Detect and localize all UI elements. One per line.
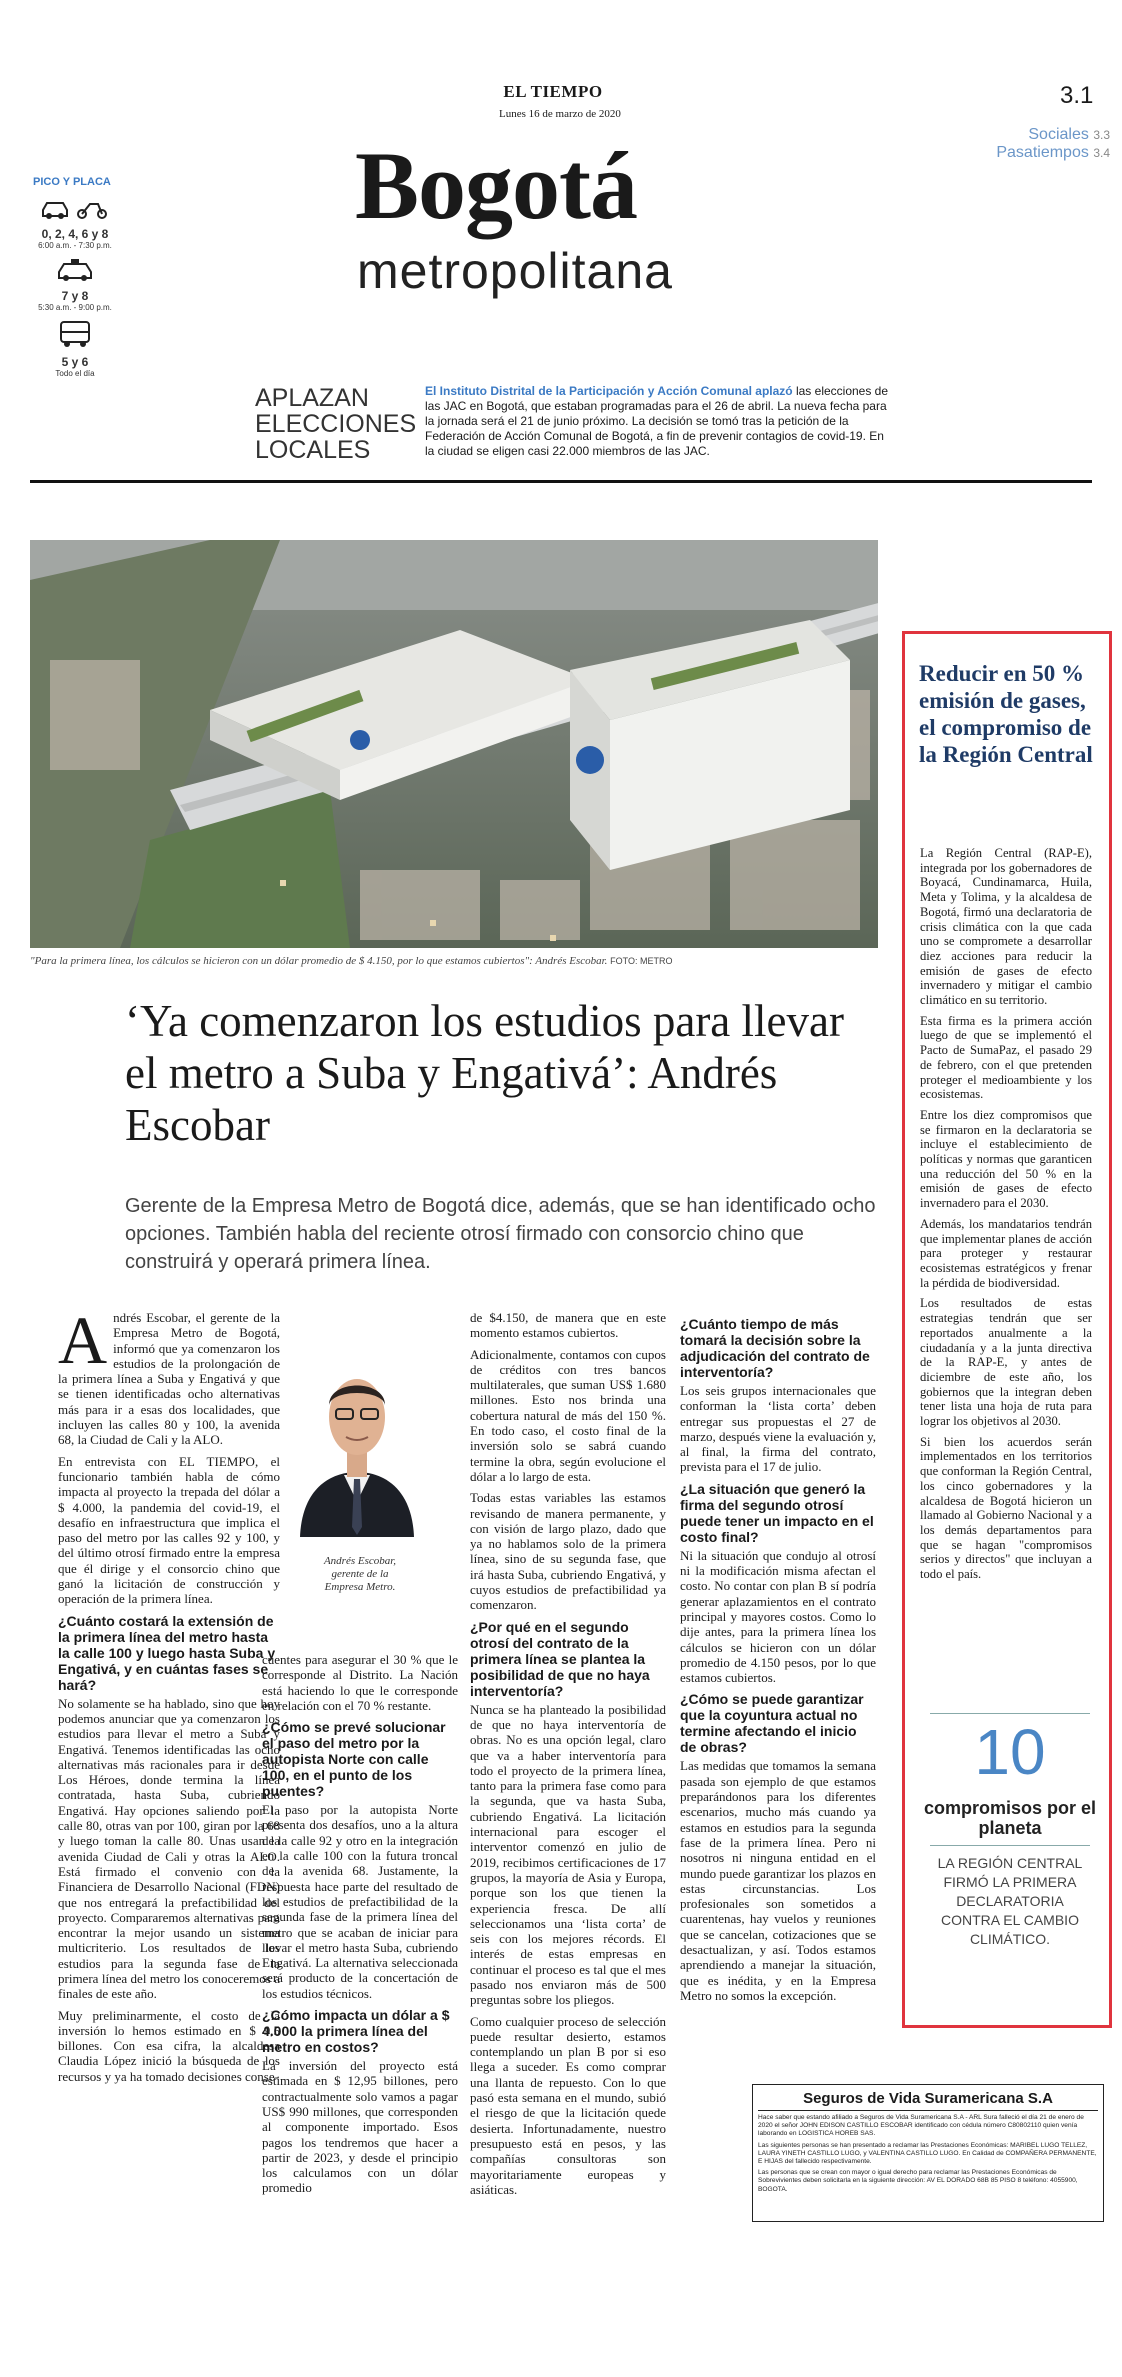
article-paragraph: Ni la situación que condujo al otrosí ni la modificación misma afectan el costo. No contar con plan B sí podría generar aplazamientos en el contrato principal y mayores costos. Como lo dije antes, para la primera línea los cálculos se hicieron con un dólar promedio de 4.150 pesos, por lo que estamos cubiertos.: [680, 1547, 876, 1686]
car-and-motorbike-icon: [25, 192, 125, 227]
article-paragraph: En entrevista con EL TIEMPO, el funcionario también habla de cómo impacta al proyecto la trepada del dólar a $ 4.000, la pandemia del covid-19, el desafío en infraestructura que implica el paso del metro por las calles 92 y 100, y del último otrosí firmado entre la empresa que él dirige y el consorcio chino que ganó la licitación de construcción y operación de la primera línea.: [58, 1453, 280, 1607]
pico-y-placa-row: 0, 2, 4, 6 y 8 6:00 a.m. - 7:30 p.m.: [25, 192, 125, 250]
sidebar-paragraph: Esta firma es la primera acción luego de que se implementó el Pacto de SumaPaz, el pasado 29 de febrero, con el que pretenden proteger el medioambiente y los ecosistemas.: [920, 1013, 1092, 1102]
article-deck: Gerente de la Empresa Metro de Bogotá dice, además, que se han identificado ocho opciones. También habla del reciente otrosí firmado con consorcio chino que construirá y operará primera línea.: [125, 1195, 876, 1273]
divider: [758, 2110, 1098, 2111]
newspaper-name: EL TIEMPO: [503, 82, 603, 101]
interview-question: ¿Cómo impacta un dólar a $ 4.000 la primera línea del metro en costos?: [262, 2007, 450, 2056]
article-paragraph: No solamente se ha hablado, sino que hoy podemos anunciar que ya comenzaron los estudios para llevar el metro a Suba y Engativá. Tenemos identificadas las ocho alternativas más racionales para ir desde Los Héroes, donde termina la línea contratada, hasta Suba, cubriendo Engativá. Hay opciones saliendo por la calle 80, otras van por 100, giran por la 68 y luego toman la calle 80. Unas usan la avenida Ciudad de Cali y otras la ALO. Está firmado el convenio con la Financiera de Desarrollo Nacional (FDN) que nos entregará la prefactibilidad del proyecto. Compararemos alternativas para encontrar la mejor usando un sistema multicriterio. Los resultados de los estudios para la segunda fase de la primera línea del metro los conoceremos a finales de este año.: [58, 1695, 280, 2002]
article-paragraph: El paso por la autopista Norte presenta dos desafíos, uno a la altura de la calle 92 y otro en la integración en la calle 100 con la futura troncal de la avenida 68. Justamente, la respuesta hace parte del resultado de los estudios de prefactibilidad de la segunda fase de la primera línea del metro que se acaban de iniciar para llevar el metro hasta Suba, cubriendo Engativá. La alternativa seleccionada será producto de la concertación de los estudios técnicos.: [262, 1802, 458, 2001]
article-paragraph: Todas estas variables las estamos revisando de manera permanente, y con visión de largo plazo, dado que ya no hablamos solo de la primera línea, sino de su segunda fase, que irá hasta Suba, cubriendo Engativá, y cuyos estudios de prefactibilidad ya comenzaron.: [470, 1490, 666, 1613]
article-headline: ‘Ya comenzaron los estudios para llevar el metro a Suba y Engativá’: Andrés Escobar: [125, 996, 844, 1150]
sidebar-title: Reducir en 50 % emisión de gases, el compromiso de la Región Central: [919, 661, 1093, 767]
article-paragraph: Nunca se ha planteado la posibilidad de que no haya interventoría de obras. No es una opción legal, claro que va a haber interventoría para todo el proyecto de la primera línea, tanto para la primera fase como para la segunda, que va hasta Suba, cubriendo Engativá. La licitación internacional para escoger el interventor comenzó en julio de 2019, recibimos certificaciones de 17 grupos, la mayoría de Asia y Europa, porque son los que tienen la experiencia fresca. De allí seleccionamos una ‘lista corta’ de seis con los mejores récords. El interés de estas empresas en continuar el proceso es tal que el mes pasado nos enviaron más de 500 preguntas sobre los pliegos.: [470, 1701, 666, 2008]
sidebar-paragraph: Además, los mandatarios tendrán que implementar planes de acción para proteger y restaurar ecosistemas estratégicos y frenar la pérdida de biodiversidad.: [920, 1216, 1092, 1290]
brief-lead: El Instituto Distrital de la Participación y Acción Comunal aplazó: [425, 384, 793, 398]
article-paragraph: cuentes para asegurar el 30 % que le corresponde al Distrito. La Nación está haciendo lo que le corresponde en relación con el 70 % restante.: [262, 1652, 458, 1713]
sidebar-paragraph: Si bien los acuerdos serán implementados en los territorios que conforman la Región Central, los cinco gobernadores y la alcaldesa de Bogotá hicieron un llamado al Gobierno Nacional y a los demás departamentos para que se hagan "compromisos serios y directos" que incluyan a todo el país.: [920, 1434, 1092, 1582]
article-paragraph: Andrés Escobar, el gerente de la Empresa Metro de Bogotá, informó que ya comenzaron los estudios de la prolongación de la primera línea a Suba y Engativá y que se tienen identificadas ocho alternativas más para ir a esas dos localidades, que incluyen las calles 80 y 100, la avenida 68, la Ciudad de Cali y la ALO.: [58, 1302, 280, 1448]
portrait-caption: Andrés Escobar, gerente de la Empresa Metro.: [323, 1555, 397, 1593]
sidebar-body: [920, 846, 1092, 1588]
divider: [930, 1713, 1090, 1714]
article-paragraph: Como cualquier proceso de selección puede resultar desierto, estamos contemplando un plan B por si eso llega a suceder. Es como comprar una llanta de repuesto. Con lo que pasó esta semana en el mundo, subió el riesgo de que la licitación quede desierta. Infortunadamente, nuestro presupuesto está en pesos, y las compañías consultoras son mayoritariamente europeas y asiáticas.: [470, 2013, 666, 2197]
section-title: Bogotá: [355, 132, 637, 239]
sidebar-paragraph: La Región Central (RAP-E), integrada por los gobernadores de Boyacá, Cundinamarca, Huila, Meta y Tolima, y la alcaldesa de Bogotá, firmó una declaratoria de crisis climática con la que cada uno se compromete a desarrollar diez acciones para reducir la emisión de gases de efecto invernadero y mitigar el cambio climático en su territorio.: [920, 846, 1092, 1008]
article-column: [262, 1652, 458, 2207]
article-column: [680, 1310, 876, 2040]
legal-notice-body: Hace saber que estando afiliado a Seguros de Vida Suramericana S.A - ARL Sura falleció el día 21 de enero de 2020 el señor JOHN EDISON CASTILLO ESCOBAR identificado con cédula número C80802110 quien venía laborando en LOGISTICA HOREB SAS. Las siguientes personas se han presentado a reclamar las Prestaciones Económicas: MARIBEL LUGO TELLEZ, LAURA YINETH CASTILLO LUGO, y VALENTINA CASTILLO LUGO. En Calidad de COMPAÑERA PERMANENTE, E HIJAS del fallecido respectivamente. Las personas que se crean con mayor o igual derecho para reclamar las Prestaciones Económicas de Sobrevivientes deben solicitarla en la siguiente dirección: AV EL DORADO 68B 85 PISO 8 teléfono: 4055900, BOGOTA.: [758, 2114, 1097, 2193]
taxi-icon: [25, 258, 125, 289]
interview-question: ¿Cuánto tiempo de más tomará la decisión sobre la adjudicación del contrato de interventoría?: [680, 1316, 870, 1380]
brief-text: [425, 384, 895, 459]
article-paragraph: de $4.150, de manera que en este momento estamos cubiertos.: [470, 1310, 666, 1341]
pico-y-placa: [25, 176, 125, 378]
interview-question: ¿Cómo se puede garantizar que la coyuntura actual no termine afectando el inicio de obras?: [680, 1691, 864, 1756]
figure-description: LA REGIÓN CENTRAL FIRMÓ LA PRIMERA DECLARATORIA CONTRA EL CAMBIO CLIMÁTICO.: [937, 1855, 1083, 1947]
portrait-photo: [292, 1327, 422, 1537]
pico-y-placa-row: 7 y 8 5:30 a.m. - 9:00 p.m.: [25, 258, 125, 312]
page-number: 3.1: [1060, 82, 1094, 109]
figure-number: 10: [974, 1716, 1046, 1788]
legal-notice-title: Seguros de Vida Suramericana S.A: [803, 2090, 1053, 2107]
article-column: [470, 1310, 666, 2210]
article-paragraph: La inversión del proyecto está estimada en $ 12,95 billones, pero contractualmente solo vamos a pagar US$ 990 millones, que corresponden al componente importado. Esos pagos los tendremos que hacer a partir de 2023, y desde el principio los calculamos con un dólar promedio: [262, 2058, 458, 2196]
bus-icon: [25, 320, 125, 355]
pico-y-placa-row: 5 y 6 Todo el día: [25, 320, 125, 378]
section-index-item: Pasatiempos 3.4: [996, 144, 1110, 161]
photo-caption: "Para la primera línea, los cálculos se hicieron con un dólar promedio de $ 4.150, por lo que estamos cubiertos": Andrés Escobar. FOTO: METRO: [30, 955, 673, 967]
metro-station-photo: [30, 540, 878, 948]
article-paragraph: Adicionalmente, contamos con cupos de créditos con tres bancos multilaterales, que suman US$ 1.680 millones. Esto nos brinda una cobertura natural de más del 150 %. En todo caso, el costo final de la inversión solo se sabrá cuando termine la obra, según evolucione el dólar a lo largo de esta.: [470, 1346, 666, 1484]
interview-question: ¿La situación que generó la firma del segundo otrosí puede tener un impacto en el costo final?: [680, 1480, 874, 1545]
section-index: [910, 126, 1110, 162]
article-paragraph: Muy preliminarmente, el costo de la inversión lo hemos estimado en $ 9,5 billones. Con esa cifra, la alcaldesa Claudia López inició la búsqueda de los recursos y ya ha tomado decisiones conse-: [58, 2007, 280, 2084]
pico-y-placa-title: PICO Y PLACA: [33, 176, 111, 188]
section-index-item: Sociales 3.3: [1028, 126, 1110, 143]
brief-heading: APLAZAN ELECCIONES LOCALES: [255, 384, 417, 464]
interview-question: ¿Cómo se prevé solucionar el paso del metro por la autopista Norte con calle 100, en el punto de los puentes?: [262, 1719, 446, 1800]
sidebar-paragraph: Entre los diez compromisos que se firmaron en la declaratoria se incluye el establecimiento de políticas y normas que garanticen una reducción del 50 % en la emisión de gases de efecto invernadero para el 2030.: [920, 1107, 1092, 1211]
divider: [930, 1845, 1090, 1846]
drop-cap: A: [58, 1302, 108, 1378]
photo-credit: FOTO: METRO: [610, 956, 673, 966]
brief-body: las elecciones de las JAC en Bogotá, que estaban programadas para el 26 de abril. La nueva fecha para la jornada será el 21 de junio próximo. La decisión se tomó tras la petición de la Federación de Acción Comunal de Bogotá, a fin de prevenir contagios de covid-19. En la ciudad se eligen casi 22.000 miembros de las JAC.: [425, 384, 889, 458]
article-paragraph: Los seis grupos internacionales que conforman la ‘lista corta’ deben entregar sus propuestas el 27 de marzo, después viene la evaluación y, al final, la firma del contrato, prevista para el 17 de julio.: [680, 1383, 876, 1475]
interview-question: ¿Cuánto costará la extensión de la primera línea del metro hasta la calle 100 y luego hasta Suba y Engativá, y en cuántas fases se hará?: [58, 1612, 276, 1693]
interview-question: ¿Por qué en el segundo otrosí del contrato de la primera línea se plantea la posibilidad de que no haya interventoría?: [470, 1618, 650, 1699]
article-column: [58, 1302, 280, 2205]
figure-label: compromisos por el planeta: [923, 1798, 1097, 1838]
section-subtitle: metropolitana: [357, 243, 673, 299]
article-paragraph: Las medidas que tomamos la semana pasada son ejemplo de que estamos preparándonos para los diferentes escenarios, mucho más cuando ya estamos en estudios para la segunda fase de la primera línea. Pero ni nosotros ni ninguna entidad en el mundo puede garantizar los plazos en estas circunstancias. Los profesionales son sometidos a cuarentenas, hay vuelos y reuniones que se cancelan, cotizaciones que se desactualizan, y así. Todos estamos aprendiendo a manejar la situación, que es inédita, y en la Empresa Metro no somos la excepción.: [680, 1758, 877, 2003]
sidebar-paragraph: Los resultados de estas estrategias tendrán que ser reportados anualmente a la ciudadanía y a la junta directiva de la RAP-E, y antes de diciembre de este año, los gobiernos que la integran deben tener lista una hoja de ruta para lograr los objetivos al 2030.: [920, 1296, 1092, 1429]
issue-date: Lunes 16 de marzo de 2020: [499, 108, 621, 120]
header-rule: [30, 480, 1092, 483]
